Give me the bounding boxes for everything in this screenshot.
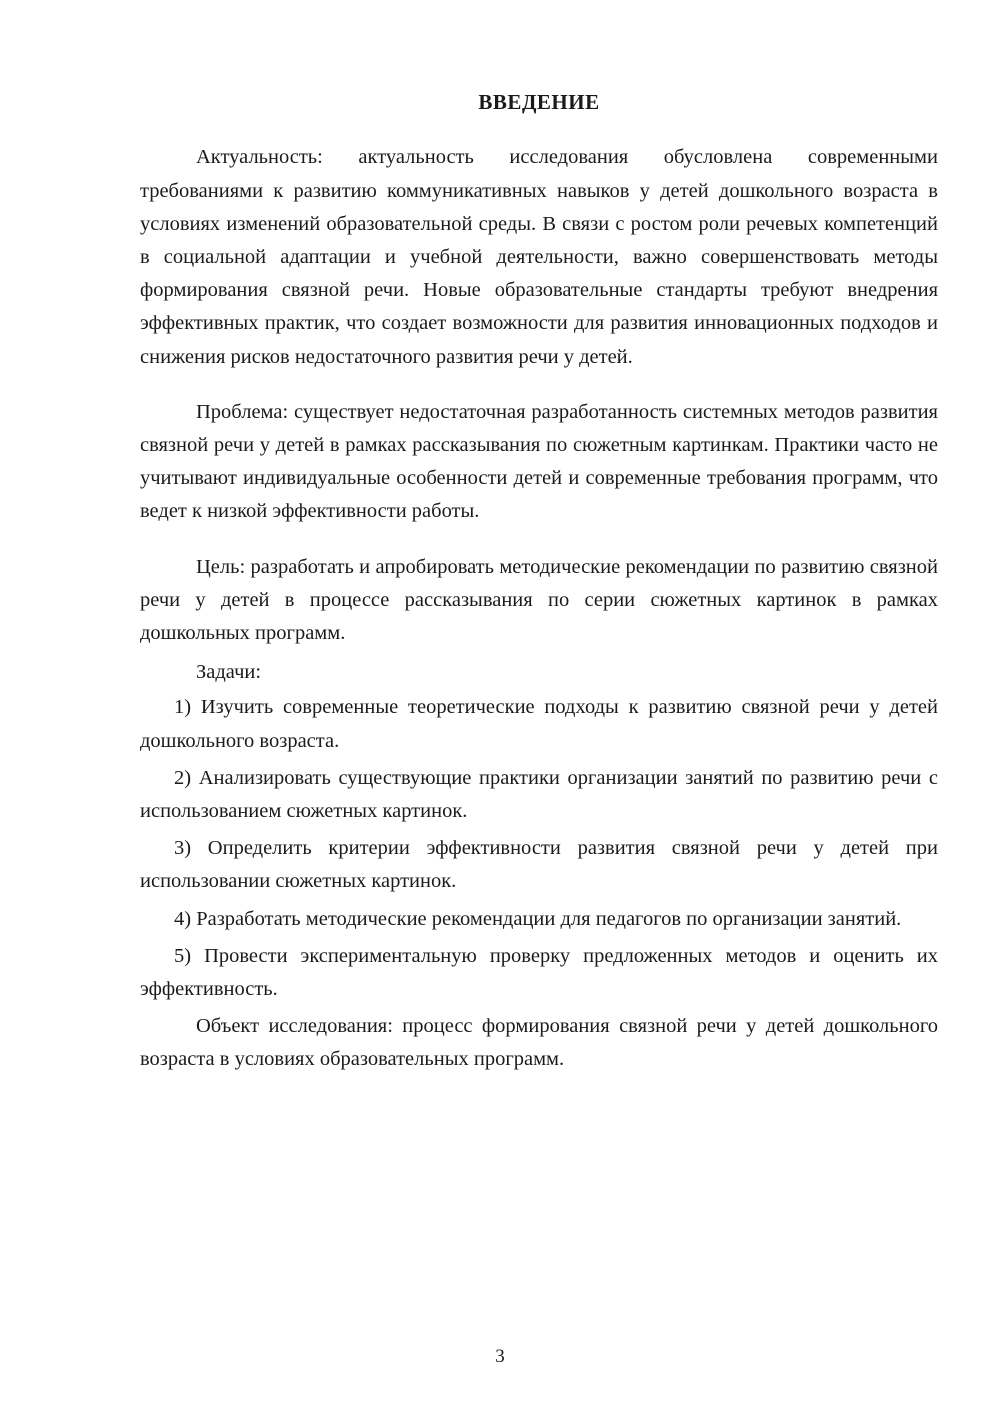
paragraph-goal: Цель: разработать и апробировать методические рекомендации по развитию связной речи у детей в процессе рассказывания по серии сюжетных картинок в рамках дошкольных программ.: [140, 555, 938, 645]
task-item-5: 5) Провести экспериментальную проверку предложенных методов и оценить их эффективность.: [140, 944, 938, 1001]
task-item-2: 2) Анализировать существующие практики организации занятий по развитию речи с использованием сюжетных картинок.: [140, 766, 938, 823]
paragraph-object: Объект исследования: процесс формирования связной речи у детей дошкольного возраста в условиях образовательных программ.: [140, 1015, 938, 1071]
task-item-1: 1) Изучить современные теоретические подходы к развитию связной речи у детей дошкольного возраста.: [140, 696, 938, 752]
page-title: ВВЕДЕНИЕ: [478, 90, 600, 114]
paragraph-actuality: Актуальность: актуальность исследования обусловлена современными требованиями к развитию коммуникативных навыков у детей дошкольного возраста в условиях изменений образовательной среды. В связи с ростом роли речевых компетенций в социальной адаптации и учебной деятельности, важно совершенствовать методы формирования связной речи. Новые образовательные стандарты требуют внедрения эффективных практик, что создает возможности для развития инновационных подходов и снижения рисков недостаточного развития речи у детей.: [140, 146, 938, 368]
paragraph-problem: Проблема: существует недостаточная разработанность системных методов развития связной речи у детей в рамках рассказывания по сюжетным картинкам. Практики часто не учитывают индивидуальные особенности детей и современные требования программ, что ведет к низкой эффективности работы.: [140, 400, 938, 523]
tasks-heading: Задачи:: [196, 661, 262, 684]
task-item-3: 3) Определить критерии эффективности развития связной речи у детей при использовании сюжетных картинок.: [140, 837, 938, 893]
page-number: 3: [495, 1346, 505, 1367]
task-item-4: 4) Разработать методические рекомендации для педагогов по организации занятий.: [174, 907, 902, 930]
